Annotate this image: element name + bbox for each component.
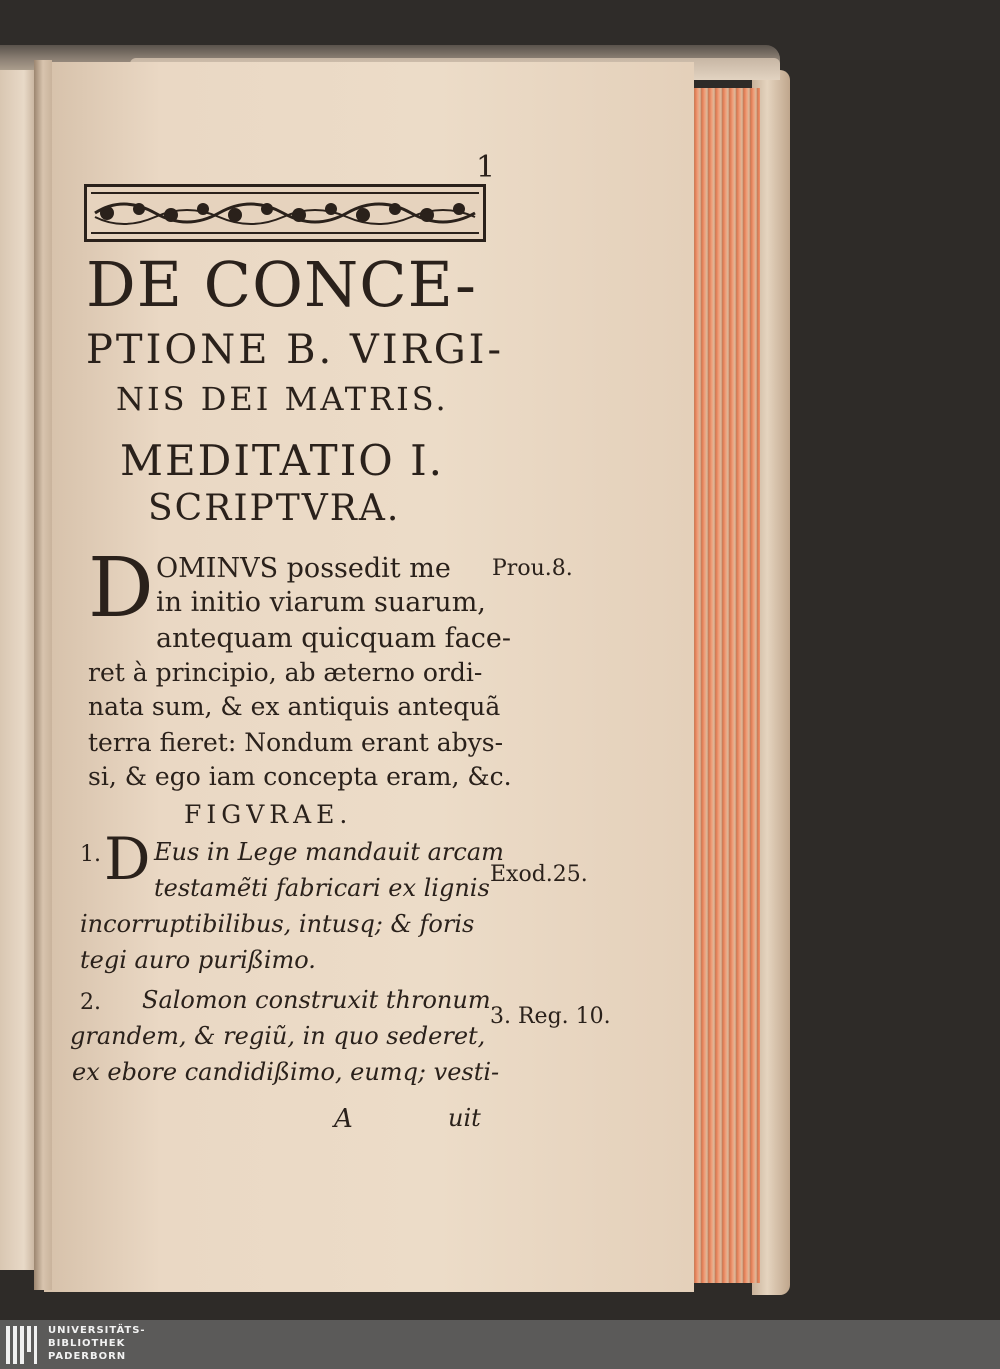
library-name-line-2: BIBLIOTHEK xyxy=(48,1338,126,1349)
figura-dropcap: D xyxy=(104,825,151,893)
scriptura-line: antequam quicquam face- xyxy=(156,623,511,654)
scriptura-heading: SCRIPTVRA. xyxy=(148,488,401,529)
figura-line: testamẽti fabricari ex lignis xyxy=(154,874,490,902)
scriptura-line: terra fieret: Nondum erant abys- xyxy=(88,728,504,757)
red-fore-edge xyxy=(688,88,760,1283)
library-footer xyxy=(0,1320,1000,1369)
catchword: uit xyxy=(448,1104,481,1132)
book-gutter xyxy=(34,60,52,1290)
signature-mark: A xyxy=(334,1104,353,1134)
figura-line: Salomon construxit thronum xyxy=(142,986,491,1014)
margin-note-prov: Prou.8. xyxy=(492,556,573,581)
ornamental-headpiece xyxy=(84,184,486,242)
title-line-3: NIS DEI MATRIS. xyxy=(116,380,449,418)
page-number: 1 xyxy=(476,150,496,185)
library-name-line-1: UNIVERSITÄTS- xyxy=(48,1325,146,1336)
margin-note-exod: Exod.25. xyxy=(490,862,588,887)
scriptura-line: ret à principio, ab æterno ordi- xyxy=(88,658,483,687)
figura-line: incorruptibilibus, intusq; & foris xyxy=(80,910,475,938)
title-line-2: PTIONE B. VIRGI- xyxy=(86,327,504,373)
figura-line: tegi auro purißimo. xyxy=(80,946,316,974)
scriptura-line: nata sum, & ex antiquis antequã xyxy=(88,692,501,721)
library-name-line-3: PADERBORN xyxy=(48,1351,127,1362)
figura-line: grandem, & regiũ, in quo sederet, xyxy=(70,1022,486,1050)
library-logo-icon xyxy=(6,1326,38,1364)
scriptura-line: OMINVS possedit me xyxy=(156,553,451,584)
figura-line: ex ebore candidißimo, eumq; vesti- xyxy=(72,1058,500,1086)
meditatio-heading: MEDITATIO I. xyxy=(120,436,445,485)
scriptura-line: si, & ego iam concepta eram, &c. xyxy=(88,762,512,791)
scriptura-dropcap: D xyxy=(88,541,154,636)
figura-number-1: 1. xyxy=(80,842,101,867)
scriptura-line: in initio viarum suarum, xyxy=(156,587,486,618)
figurae-heading: FIGVRAE. xyxy=(184,800,353,829)
title-line-1: DE CONCE- xyxy=(86,248,477,321)
library-name xyxy=(48,1324,146,1363)
margin-note-reg: 3. Reg. 10. xyxy=(490,1004,611,1029)
figura-number-2: 2. xyxy=(80,990,101,1015)
figura-line: Eus in Lege mandauit arcam xyxy=(154,838,504,866)
